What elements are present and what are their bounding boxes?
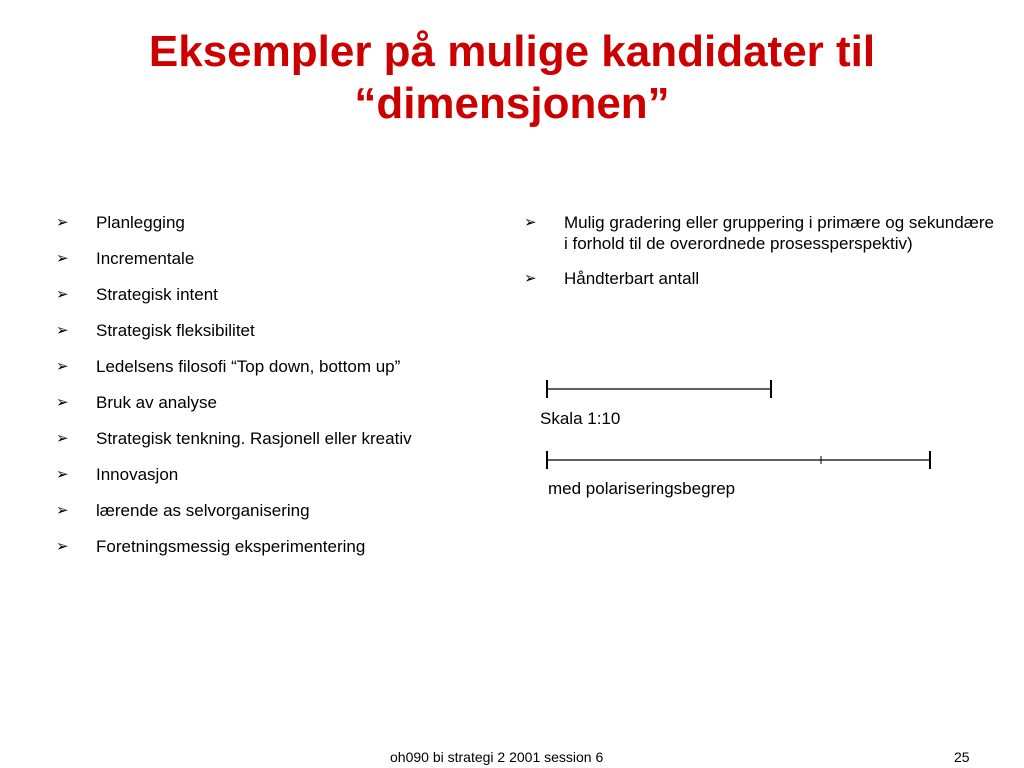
list-item-text: Håndterbart antall [564, 269, 700, 288]
list-item-text: lærende as selvorganisering [96, 501, 310, 520]
arrow-bullet-icon: ➢ [56, 538, 69, 555]
arrow-bullet-icon: ➢ [56, 322, 69, 339]
arrow-bullet-icon: ➢ [56, 466, 69, 483]
scale-line-1 [547, 380, 771, 398]
arrow-bullet-icon: ➢ [524, 214, 537, 231]
arrow-bullet-icon: ➢ [56, 286, 69, 303]
arrow-bullet-icon: ➢ [56, 358, 69, 375]
arrow-bullet-icon: ➢ [56, 214, 69, 231]
list-item-text: Bruk av analyse [96, 393, 217, 412]
list-item-text: Strategisk intent [96, 285, 218, 304]
arrow-bullet-icon: ➢ [56, 502, 69, 519]
arrow-bullet-icon: ➢ [524, 270, 537, 287]
list-item-text: Strategisk tenkning. Rasjonell eller kreativ [96, 429, 412, 448]
footer-text: oh090 bi strategi 2 2001 session 6 [390, 749, 604, 765]
slide-title-line-2: “dimensjonen” [354, 79, 670, 128]
list-item-text: Incrementale [96, 249, 195, 268]
page-number: 25 [954, 749, 970, 765]
scale-label-2: med polariseringsbegrep [548, 479, 736, 498]
arrow-bullet-icon: ➢ [56, 430, 69, 447]
scale-line-2 [547, 451, 930, 469]
slide-title-line-1: Eksempler på mulige kandidater til [148, 27, 876, 76]
list-item-text: Foretningsmessig eksperimentering [96, 537, 366, 556]
list-item-text: Innovasjon [96, 465, 179, 484]
arrow-bullet-icon: ➢ [56, 250, 69, 267]
list-item-text: Mulig gradering eller gruppering i primære og sekundære i forhold til de overordnede prosessperspektiv) [564, 213, 994, 253]
scale-label-1: Skala 1:10 [540, 409, 621, 428]
list-item-text: Strategisk fleksibilitet [96, 321, 255, 340]
arrow-bullet-icon: ➢ [56, 394, 69, 411]
list-item-text: Planlegging [96, 213, 185, 232]
list-item-text: Ledelsens filosofi “Top down, bottom up” [96, 357, 401, 376]
